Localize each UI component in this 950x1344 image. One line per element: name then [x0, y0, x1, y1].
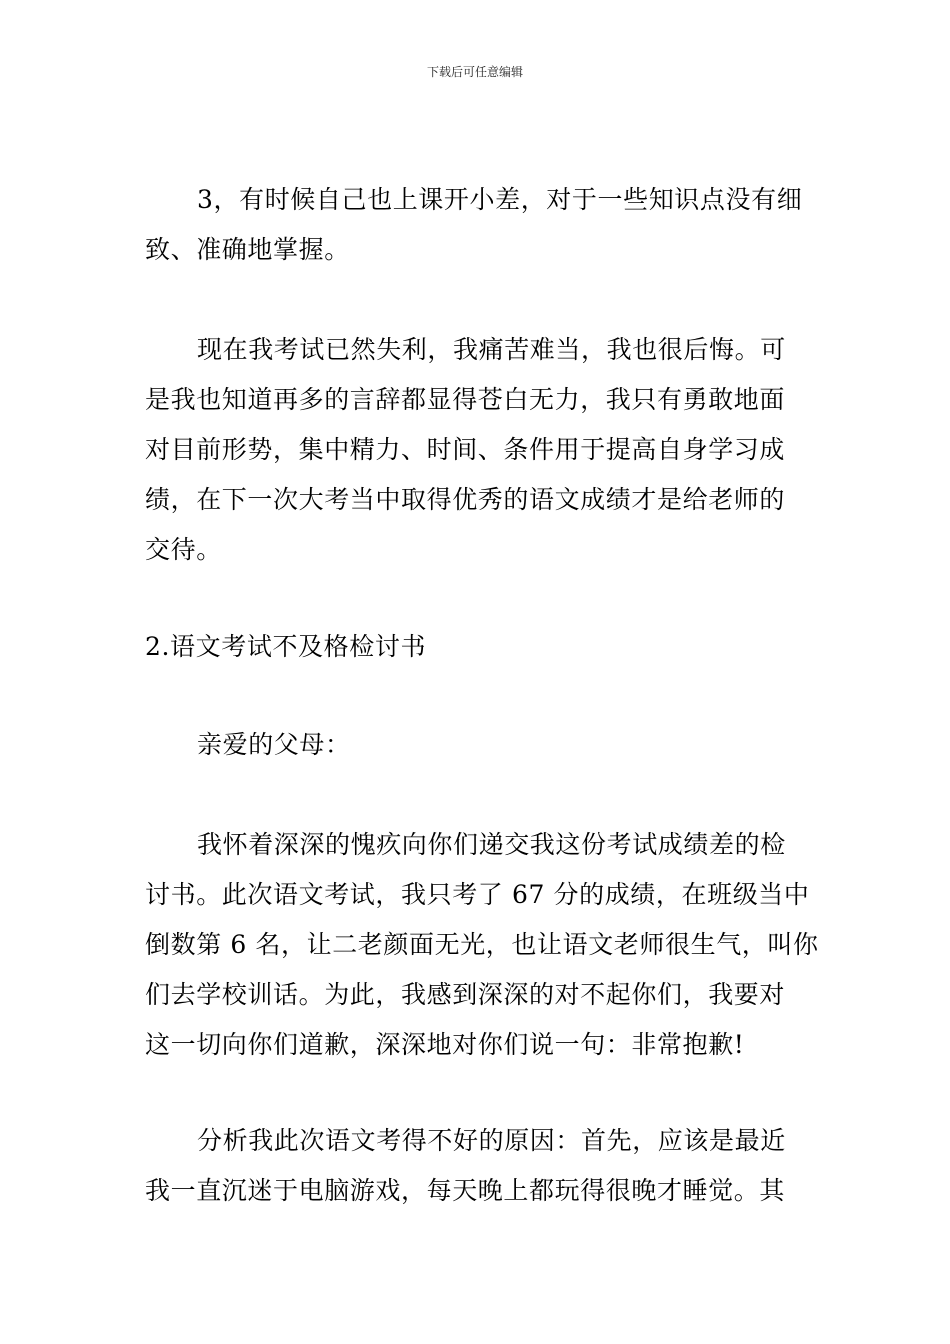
paragraph-line: 我一直沉迷于电脑游戏，每天晚上都玩得很晚才睡觉。其: [145, 1176, 786, 1205]
paragraph-line: 现在我考试已然失利，我痛苦难当，我也很后悔。可: [197, 335, 786, 364]
paragraph-regret: [145, 325, 809, 575]
paragraph-line: 这一切向你们道歉，深深地对你们说一句：非常抱歉!: [145, 1030, 745, 1059]
paragraph-apology: [145, 820, 819, 1070]
paragraph-focus: [145, 175, 809, 275]
page-header-note: 下载后可任意编辑: [426, 65, 523, 79]
paragraph-line: 是我也知道再多的言辞都显得苍白无力，我只有勇敢地面: [145, 385, 786, 414]
paragraph-line: 倒数第 6 名，让二老颜面无光，也让语文老师很生气，叫你: [145, 930, 819, 959]
section-title: [145, 622, 809, 672]
paragraph-line: 分析我此次语文考得不好的原因：首先，应该是最近: [197, 1126, 786, 1155]
paragraph-line: 讨书。此次语文考试，我只考了 67 分的成绩，在班级当中: [145, 880, 810, 909]
paragraph-line: 致、准确地掌握。: [145, 235, 350, 264]
salutation: [145, 720, 809, 770]
salutation-text: 亲爱的父母：: [197, 730, 351, 759]
paragraph-line: 我怀着深深的愧疚向你们递交我这份考试成绩差的检: [197, 830, 786, 859]
paragraph-line: 3，有时候自己也上课开小差，对于一些知识点没有细: [197, 185, 803, 214]
paragraph-analysis: [145, 1116, 809, 1216]
paragraph-line: 们去学校训话。为此，我感到深深的对不起你们，我要对: [145, 980, 786, 1009]
paragraph-line: 交待。: [145, 535, 222, 564]
paragraph-line: 对目前形势，集中精力、时间、条件用于提高自身学习成: [145, 435, 786, 464]
section-title-text: 2.语文考试不及格检讨书: [145, 632, 427, 661]
paragraph-line: 绩，在下一次大考当中取得优秀的语文成绩才是给老师的: [145, 485, 786, 514]
